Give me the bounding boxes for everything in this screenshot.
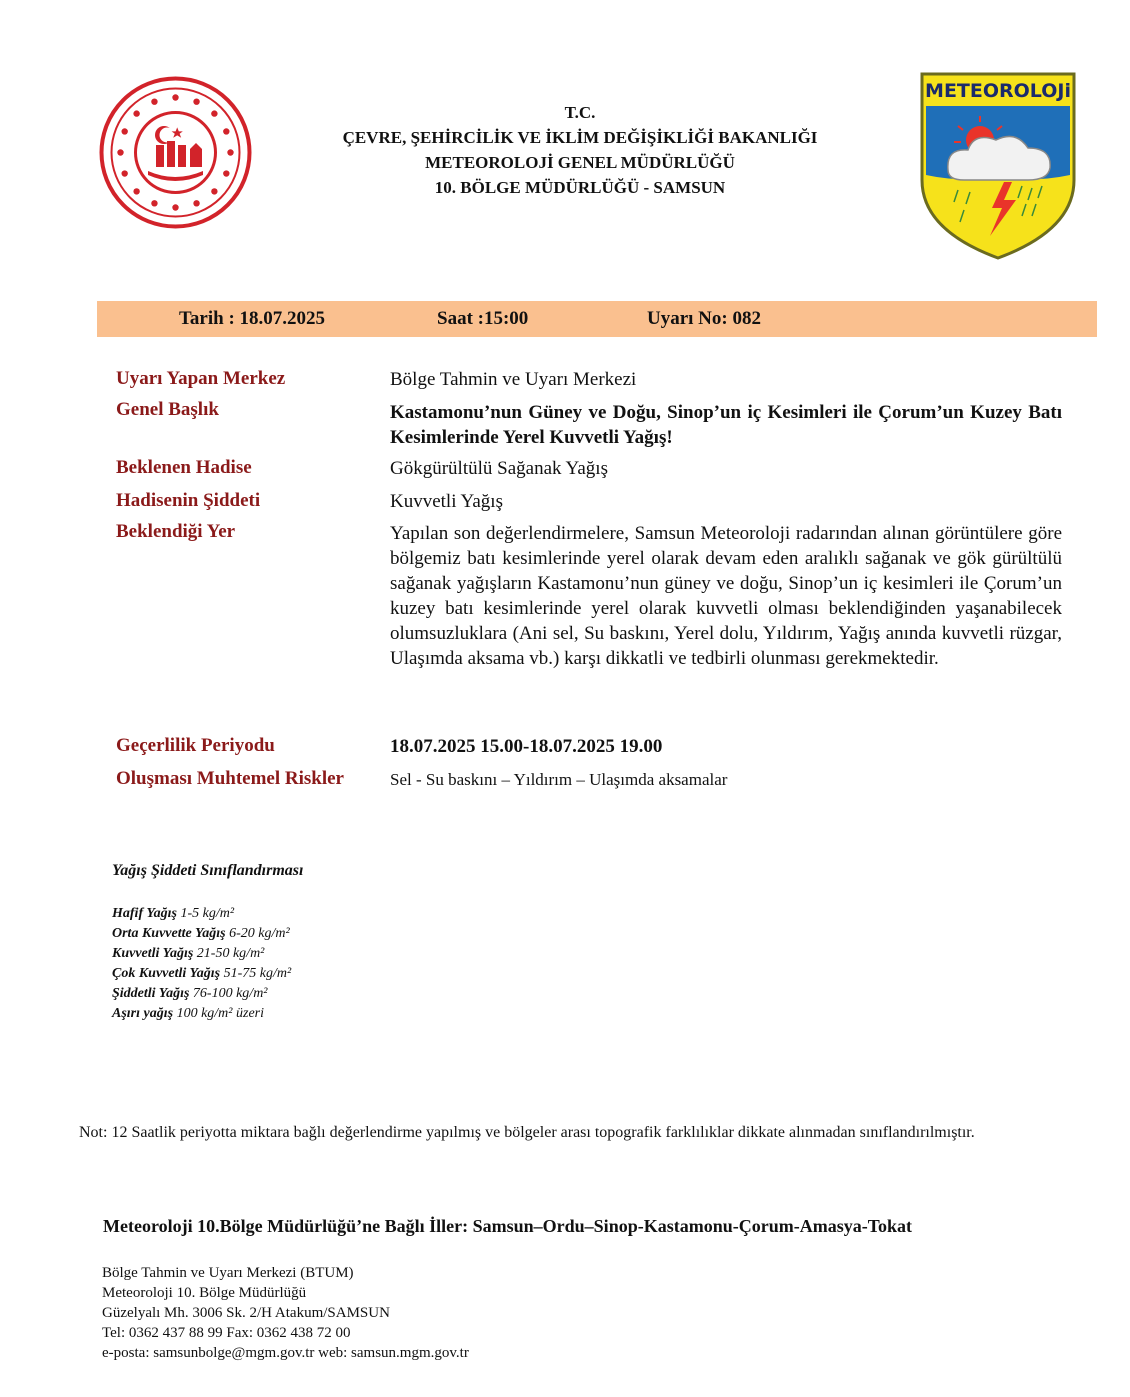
address-line: Güzelyalı Mh. 3006 Sk. 2/H Atakum/SAMSUN [102,1305,390,1321]
header-line-region: 10. BÖLGE MÜDÜRLÜĞÜ - SAMSUN [434,178,726,197]
shield-logo-text: METEOROLOJi [925,80,1071,102]
seal-star-icon [223,128,229,134]
meteoroloji-shield-logo [918,70,1078,262]
seal-star-icon [151,98,157,104]
seal-star-icon [121,128,127,134]
event-value: Gökgürültülü Sağanak Yağış [390,458,608,479]
ministry-seal-logo [98,75,253,230]
location-label: Beklendiği Yer [116,521,236,542]
classification-item: Çok Kuvvetli Yağış 51-75 kg/m² [112,966,292,981]
risks-value: Sel - Su baskını – Yıldırım – Ulaşımda aksamalar [390,770,728,789]
classification-item: Şiddetli Yağış 76-100 kg/m² [112,986,268,1001]
seal-star-icon [121,170,127,176]
classification-item: Orta Kuvvette Yağış 6-20 kg/m² [112,926,290,941]
classification-title: Yağış Şiddeti Sınıflandırması [112,862,304,879]
center-value: Bölge Tahmin ve Uyarı Merkezi [390,369,637,390]
address-email-web: e-posta: samsunbolge@mgm.gov.tr web: samsun.mgm.gov.tr [102,1345,469,1361]
seal-star-icon [193,200,199,206]
seal-star-icon [172,94,178,100]
warning-banner [97,301,1097,337]
address-line: Bölge Tahmin ve Uyarı Merkezi (BTUM) [102,1265,354,1281]
validity-label: Geçerlilik Periyodu [116,735,275,756]
seal-star-icon [133,188,139,194]
center-label: Uyarı Yapan Merkez [116,368,286,389]
validity-value: 18.07.2025 15.00-18.07.2025 19.00 [390,736,663,757]
header-line-directorate: METEOROLOJİ GENEL MÜDÜRLÜĞÜ [425,153,735,172]
title-label: Genel Başlık [116,399,219,420]
location-value: Yapılan son değerlendirmelere, Samsun Meteoroloji radarından alınan görüntülere göre bölgemiz batı kesimlerinde yerel olarak devam eden aralıklı sağanak ve gök gürültülü sağanak yağışların Kastamonu’nun güney ve doğu, Sinop’un iç kesimleri ile Çorum’un kuzey batı kesimlerinde yerel olarak kuvvetli olması beklendiğinden yaşanabilecek olumsuzluklara (Ani sel, Su baskını, Yerel dolu, Yıldırım, Yağış anında kuvvetli rüzgar, Ulaşımda aksama vb.) karşı dikkatli ve tedbirli olunması gerekmektedir. [390,523,1062,669]
seal-star-icon [172,204,178,210]
address-line: Meteoroloji 10. Bölge Müdürlüğü [102,1285,307,1301]
header-line-tc: T.C. [564,103,596,122]
contact-address [102,1263,469,1363]
seal-star-icon [227,149,233,155]
classification-item: Aşırı yağış 100 kg/m² üzeri [112,1006,264,1021]
severity-label: Hadisenin Şiddeti [116,490,261,511]
seal-star-icon [193,98,199,104]
classification-item: Hafif Yağış 1-5 kg/m² [112,906,235,921]
header-line-ministry: ÇEVRE, ŞEHİRCİLİK VE İKLİM DEĞİŞİKLİĞİ BAKANLIĞI [342,128,818,147]
seal-star-icon [151,200,157,206]
event-label: Beklenen Hadise [116,457,252,478]
banner-date: Tarih : 18.07.2025 [179,308,326,329]
footnote: Not: 12 Saatlik periyotta miktara bağlı değerlendirme yapılmış ve bölgeler arası topografik farklılıklar dikkate alınmadan sınıflandırılmıştır. [79,1124,975,1141]
seal-star-icon [211,188,217,194]
title-value: Kastamonu’nun Güney ve Doğu, Sinop’un iç Kesimleri ile Çorum’un Kuzey Batı Kesimlerinde Yerel Kuvvetli Yağış! [390,402,1062,448]
seal-star-icon [133,110,139,116]
header-titles [240,100,920,200]
risks-label: Oluşması Muhtemel Riskler [116,768,344,789]
banner-warning-number: Uyarı No: 082 [647,308,761,329]
classification-item: Kuvvetli Yağış 21-50 kg/m² [112,946,265,961]
seal-star-icon [223,170,229,176]
banner-time: Saat :15:00 [437,308,529,329]
seal-star-icon [117,149,123,155]
address-phone: Tel: 0362 437 88 99 Fax: 0362 438 72 00 [102,1325,351,1341]
severity-value: Kuvvetli Yağış [390,491,503,512]
seal-star-icon [211,110,217,116]
affiliated-provinces: Meteoroloji 10.Bölge Müdürlüğü’ne Bağlı İller: Samsun–Ordu–Sinop-Kastamonu-Çorum-Amasya-Tokat [103,1216,913,1236]
classification-list [112,904,291,1024]
